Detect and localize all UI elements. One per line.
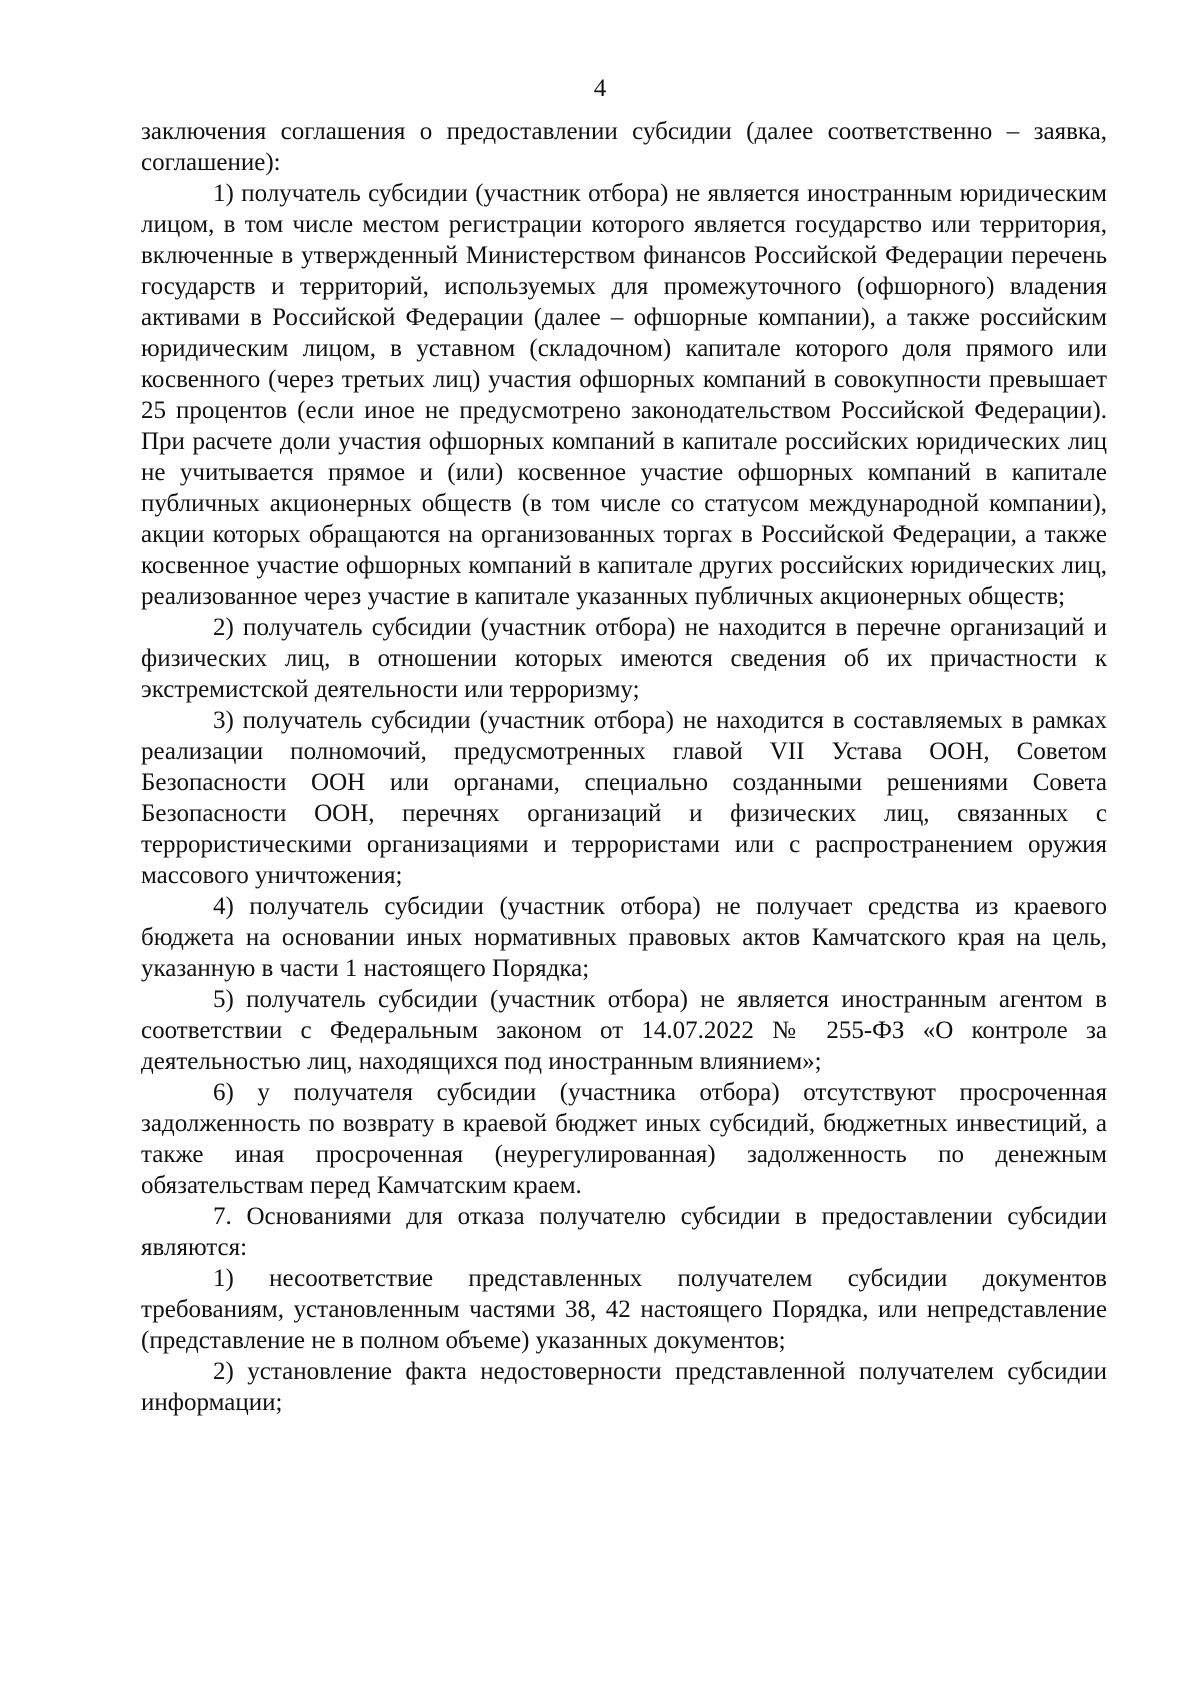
paragraph-item-3: 3) получатель субсидии (участник отбора) не находится в составляемых в рамках реализации полномочий, предусмотренных главой VII Устава ООН, Советом Безопасности ООН или органами, специально созданными решениями Совета Безопасности ООН, перечнях организаций и физических лиц, связанных с террористическими организациями и террористами или с распространением оружия массового уничтожения; bbox=[141, 707, 1107, 889]
paragraph-item-4: 4) получатель субсидии (участник отбора) не получает средства из краевого бюджета на основании иных нормативных правовых актов Камчатского края на цель, указанную в части 1 настоящего Порядка; bbox=[141, 893, 1107, 982]
paragraph-item-5: 5) получатель субсидии (участник отбора) не является иностранным агентом в соответствии с Федеральным законом от 14.07.2022 № 255-ФЗ «О контроле за деятельностью лиц, находящихся под иностранным влиянием»; bbox=[141, 986, 1107, 1075]
paragraph-item-2: 2) получатель субсидии (участник отбора) не находится в перечне организаций и физических лиц, в отношении которых имеются сведения об их причастности к экстремистской деятельности или терроризму; bbox=[141, 614, 1107, 703]
document-body bbox=[141, 116, 1107, 1418]
paragraph-item-1: 1) получатель субсидии (участник отбора) не является иностранным юридическим лицом, в том числе местом регистрации которого является государство или территория, включенные в утвержденный Министерством финансов Российской Федерации перечень государств и территорий, используемых для промежуточного (офшорного) владения активами в Российской Федерации (далее – офшорные компании), а также российским юридическим лицом, в уставном (складочном) капитале которого доля прямого или косвенного (через третьих лиц) участия офшорных компаний в совокупности превышает 25 процентов (если иное не предусмотрено законодательством Российской Федерации). При расчете доли участия офшорных компаний в капитале российских юридических лиц не учитывается прямое и (или) косвенное участие офшорных компаний в капитале публичных акционерных обществ (в том числе со статусом международной компании), акции которых обращаются на организованных торгах в Российской Федерации, а также косвенное участие офшорных компаний в капитале других российских юридических лиц, реализованное через участие в капитале указанных публичных акционерных обществ; bbox=[141, 180, 1107, 610]
paragraph-section-7: 7. Основаниями для отказа получателю субсидии в предоставлении субсидии являются: bbox=[141, 1203, 1107, 1261]
page-number: 4 bbox=[593, 75, 607, 102]
paragraph-continuation: заключения соглашения о предоставлении субсидии (далее соответственно – заявка, соглашение): bbox=[141, 118, 1107, 176]
paragraph-refusal-2: 2) установление факта недостоверности представленной получателем субсидии информации; bbox=[141, 1358, 1107, 1416]
paragraph-item-6: 6) у получателя субсидии (участника отбора) отсутствуют просроченная задолженность по возврату в краевой бюджет иных субсидий, бюджетных инвестиций, а также иная просроченная (неурегулированная) задолженность по денежным обязательствам перед Камчатским краем. bbox=[141, 1079, 1107, 1199]
paragraph-refusal-1: 1) несоответствие представленных получателем субсидии документов требованиям, установленным частями 38, 42 настоящего Порядка, или непредставление (представление не в полном объеме) указанных документов; bbox=[141, 1265, 1107, 1354]
